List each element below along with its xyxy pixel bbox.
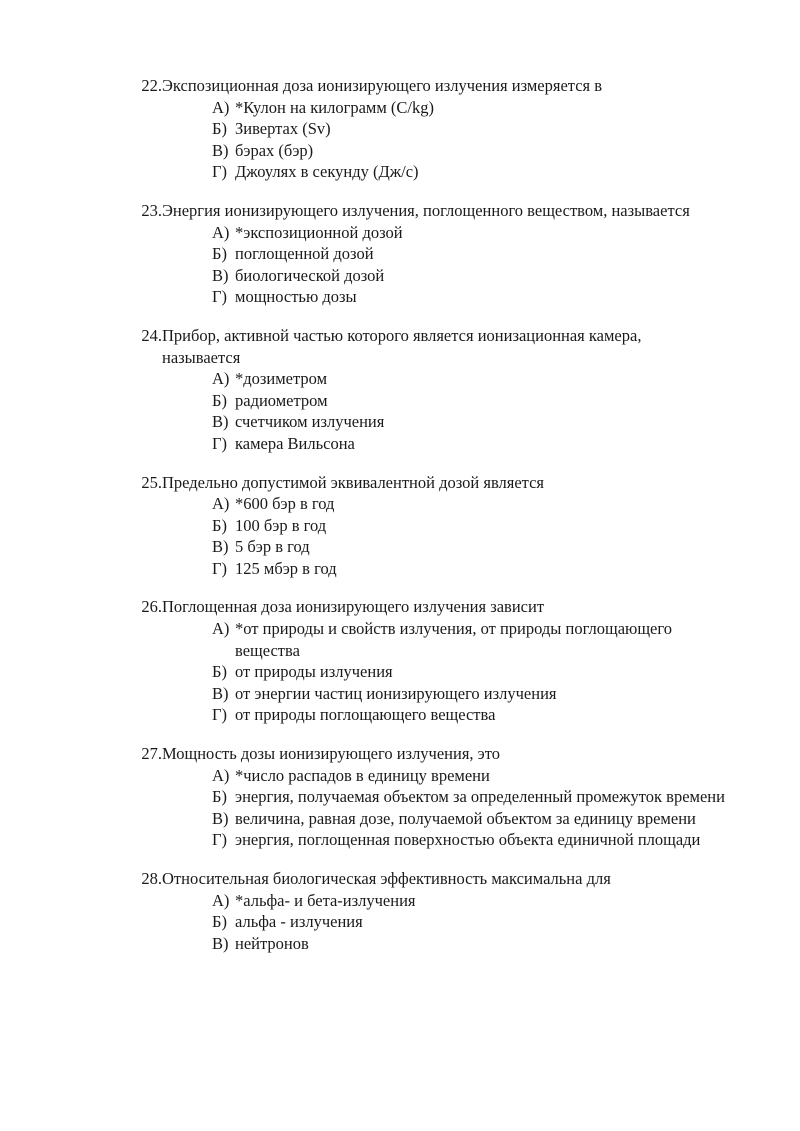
answer-letter: В): [212, 808, 229, 828]
answer-letter: А): [212, 494, 230, 514]
question-text: Прибор, активной частью которого является ионизационная камера, называется: [162, 325, 642, 367]
answer-letter: Г): [212, 433, 228, 453]
answer-text: 5 бэр в год: [235, 537, 310, 557]
answer-text: биологической дозой: [235, 265, 385, 285]
answer-option: [0, 829, 800, 851]
answer-letter: А): [212, 619, 230, 639]
question-line: [0, 743, 800, 765]
answer-option: [0, 765, 800, 787]
answer-option: [0, 390, 800, 412]
answer-letter: В): [212, 933, 229, 953]
answer-letter: Б): [212, 787, 227, 807]
answer-option: [0, 933, 800, 955]
answer-option: [0, 368, 800, 390]
answer-option: [0, 411, 800, 433]
answer-letter: А): [212, 765, 230, 785]
answer-option: [0, 558, 800, 580]
answer-letter: Б): [212, 662, 227, 682]
answer-text: величина, равная дозе, получаемой объектом за единицу времени: [235, 808, 696, 828]
answer-option: [0, 808, 800, 830]
answer-letter: Г): [212, 162, 228, 182]
question-number: 28.: [141, 869, 162, 888]
answer-letter: В): [212, 140, 229, 160]
answer-letter: А): [212, 222, 230, 242]
question-text: Поглощенная доза ионизирующего излучения зависит: [162, 597, 545, 617]
question-text: Мощность дозы ионизирующего излучения, это: [162, 744, 501, 764]
answer-list: [0, 97, 800, 183]
answer-text: 100 бэр в год: [235, 515, 327, 535]
answer-list: [0, 765, 800, 851]
answer-list: [0, 890, 800, 955]
question-text: Относительная биологическая эффективность максимальна для: [162, 869, 611, 888]
question-26: [0, 596, 800, 726]
answer-text: *альфа- и бета-излучения: [235, 890, 416, 910]
answer-option: [0, 536, 800, 558]
answer-letter: В): [212, 265, 229, 285]
question-line: [0, 200, 800, 222]
answer-letter: Г): [212, 830, 228, 850]
answer-text: *Кулон на килограмм (C/kg): [235, 97, 435, 117]
answer-text: Джоулях в секунду (Дж/с): [235, 162, 419, 182]
answer-text: энергия, поглощенная поверхностью объекта единичной площади: [235, 830, 701, 850]
answer-text: бэрах (бэр): [235, 140, 314, 160]
answer-letter: Г): [212, 705, 228, 725]
answer-option: [0, 161, 800, 183]
answer-option: [0, 286, 800, 308]
question-text: Предельно допустимой эквивалентной дозой является: [162, 472, 544, 492]
answer-option: [0, 890, 800, 912]
answer-option: [0, 222, 800, 244]
question-line: [0, 325, 800, 368]
answer-letter: Б): [212, 390, 227, 410]
question-number: 23.: [141, 200, 162, 220]
answer-letter: Г): [212, 558, 228, 578]
question-line: [0, 472, 800, 494]
answer-letter: В): [212, 683, 229, 703]
answer-option: [0, 515, 800, 537]
question-number: 22.: [141, 76, 162, 95]
question-number: 26.: [141, 597, 162, 617]
answer-option: [0, 265, 800, 287]
answer-text: 125 мбэр в год: [235, 558, 337, 578]
answer-text: *от природы и свойств излучения, от природы поглощающего вещества: [235, 619, 672, 660]
answer-text: *экспозиционной дозой: [235, 222, 403, 242]
question-22: [0, 75, 800, 183]
question-text: Энергия ионизирующего излучения, поглощенного веществом, называется: [162, 200, 690, 220]
answer-text: от природы излучения: [235, 662, 393, 682]
question-24: [0, 325, 800, 455]
answer-option: [0, 786, 800, 808]
question-line: [0, 75, 800, 97]
answer-option: [0, 97, 800, 119]
answer-text: нейтронов: [235, 933, 309, 953]
answer-list: [0, 368, 800, 454]
answer-option: [0, 118, 800, 140]
answer-option: [0, 493, 800, 515]
question-23: [0, 200, 800, 308]
question-number: 24.: [141, 325, 162, 345]
answer-letter: Б): [212, 119, 227, 139]
answer-option: [0, 433, 800, 455]
answer-letter: Г): [212, 287, 228, 307]
answer-option: [0, 618, 800, 661]
answer-letter: А): [212, 97, 230, 117]
answer-list: [0, 493, 800, 579]
question-27: [0, 743, 800, 851]
answer-option: [0, 140, 800, 162]
answer-letter: А): [212, 890, 230, 910]
question-text: Экспозиционная доза ионизирующего излучения измеряется в: [162, 76, 603, 95]
question-28: [0, 868, 800, 954]
question-25: [0, 472, 800, 580]
question-line: [0, 868, 800, 890]
question-number: 25.: [141, 472, 162, 492]
answer-text: *600 бэр в год: [235, 494, 335, 514]
answer-text: мощностью дозы: [235, 287, 357, 307]
answer-text: *число распадов в единицу времени: [235, 765, 490, 785]
answer-text: Зивертах (Sv): [235, 119, 331, 139]
answer-letter: Б): [212, 244, 227, 264]
answer-letter: В): [212, 537, 229, 557]
test-document: [0, 75, 800, 971]
answer-text: *дозиметром: [235, 369, 328, 389]
answer-text: от природы поглощающего вещества: [235, 705, 496, 725]
answer-list: [0, 618, 800, 726]
answer-text: альфа - излучения: [235, 912, 363, 932]
answer-letter: В): [212, 412, 229, 432]
answer-list: [0, 222, 800, 308]
answer-text: счетчиком излучения: [235, 412, 385, 432]
answer-text: поглощенной дозой: [235, 244, 374, 264]
answer-text: камера Вильсона: [235, 433, 355, 453]
answer-letter: Б): [212, 912, 227, 932]
answer-option: [0, 243, 800, 265]
answer-option: [0, 683, 800, 705]
answer-option: [0, 911, 800, 933]
answer-text: от энергии частиц ионизирующего излучения: [235, 683, 557, 703]
question-number: 27.: [141, 744, 162, 764]
answer-text: энергия, получаемая объектом за определенный промежуток времени: [235, 787, 725, 807]
question-line: [0, 596, 800, 618]
answer-option: [0, 704, 800, 726]
answer-option: [0, 661, 800, 683]
answer-text: радиометром: [235, 390, 328, 410]
answer-letter: А): [212, 369, 230, 389]
answer-letter: Б): [212, 515, 227, 535]
